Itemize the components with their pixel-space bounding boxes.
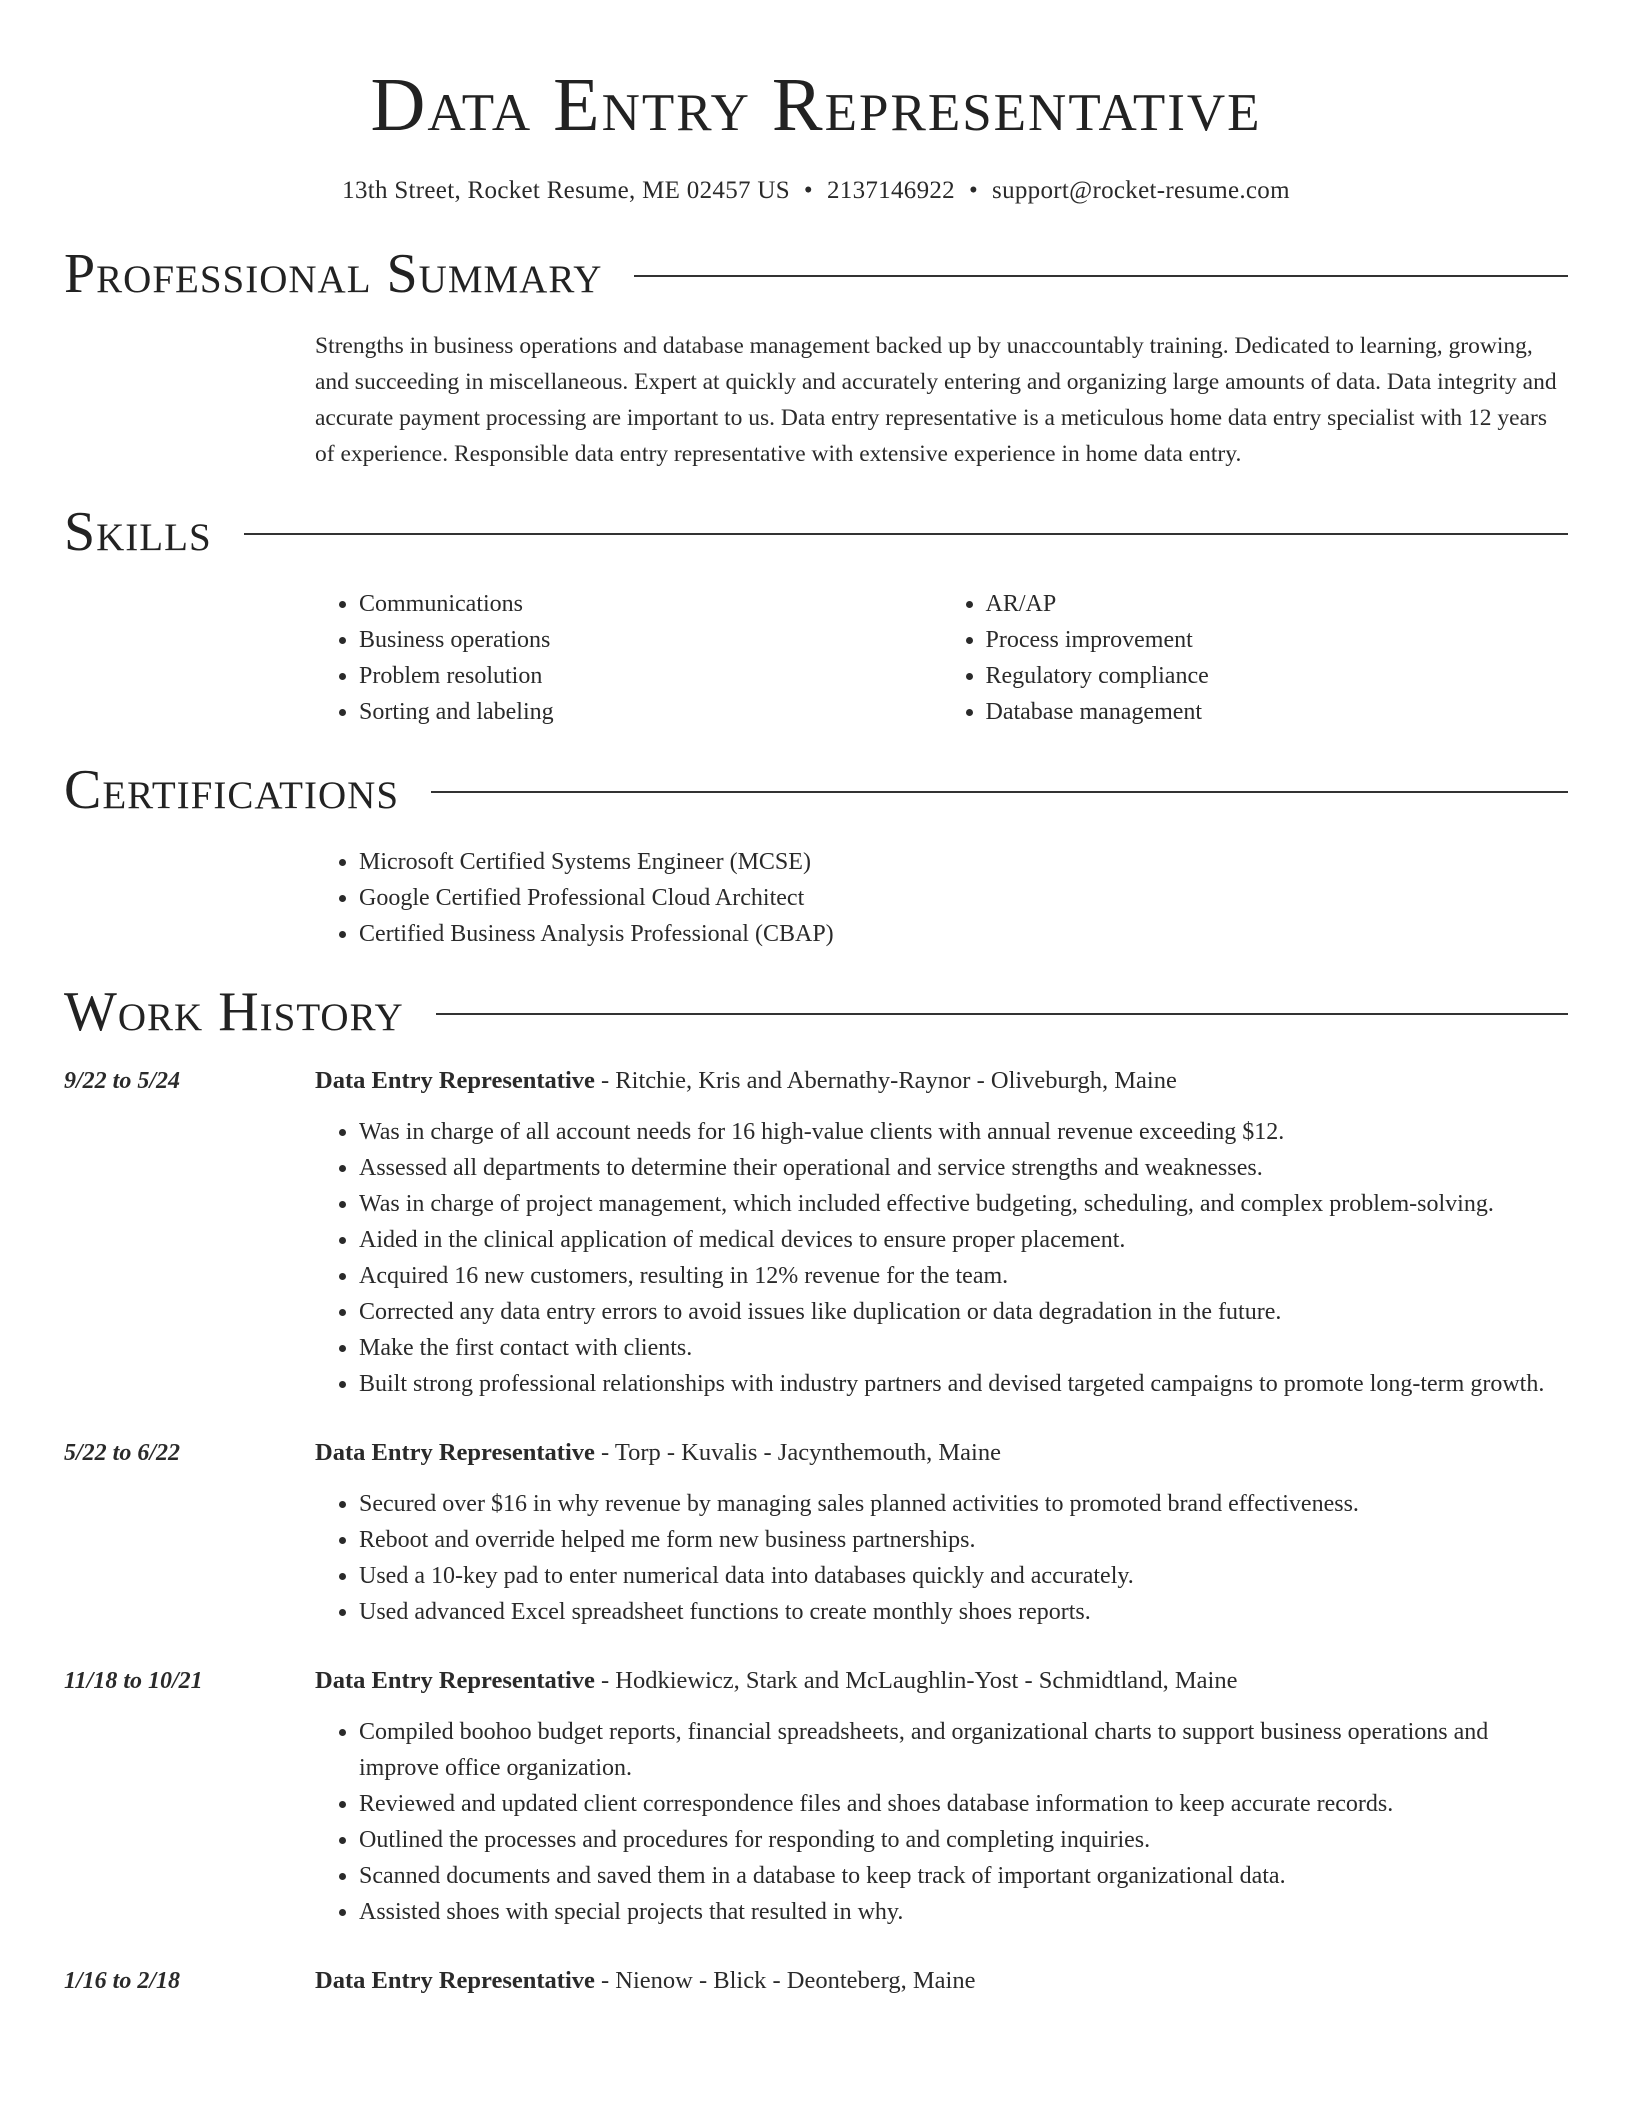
- skills-heading: Skills: [64, 501, 212, 563]
- skills-section-header: [64, 500, 1568, 564]
- job-bullet: • Was in charge of project management, which included effective budgeting, scheduling, and complex problem-solving.: [359, 1186, 1568, 1222]
- job-entry: [64, 1964, 1568, 1998]
- job-employer: - Torp - Kuvalis - Jacynthemouth, Maine: [594, 1439, 1001, 1466]
- job-title: Data Entry Representative: [315, 1667, 595, 1694]
- job-bullet: • Reviewed and updated client correspondence files and shoes database information to keep accurate records.: [359, 1786, 1568, 1822]
- skills-list: [315, 586, 1568, 730]
- section-divider: [436, 1013, 1568, 1015]
- skill-item: • Process improvement: [986, 622, 1569, 658]
- skills-column-left: [315, 586, 942, 730]
- job-bullet: • Used a 10-key pad to enter numerical data into databases quickly and accurately.: [359, 1558, 1568, 1594]
- summary-text: Strengths in business operations and database management backed up by unaccountably training. Dedicated to learning, growing, and succeeding in miscellaneous. Expert at quickly and accurately entering and organizing large amounts of data. Data integrity and accurate payment processing are important to us. Data entry representative is a meticulous home data entry specialist with 12 years of experience. Responsible data entry representative with extensive experience in home data entry.: [315, 333, 1557, 467]
- job-title-line: [315, 1436, 1568, 1470]
- job-bullets: [315, 1114, 1568, 1402]
- candidate-name: Data Entry Representative: [370, 63, 1262, 147]
- summary-heading: Professional Summary: [64, 243, 603, 305]
- work-section-header: [64, 980, 1568, 1044]
- certifications-heading: Certifications: [64, 759, 400, 821]
- skill-item: • AR/AP: [986, 586, 1569, 622]
- job-bullets: [315, 1714, 1568, 1930]
- job-bullet: • Assessed all departments to determine their operational and service strengths and weaknesses.: [359, 1150, 1568, 1186]
- contact-separator: •: [803, 177, 813, 204]
- section-divider: [634, 275, 1568, 277]
- job-dates: 5/22 to 6/22: [64, 1440, 181, 1466]
- skill-item: • Regulatory compliance: [986, 658, 1569, 694]
- contact-phone: 2137146922: [826, 177, 955, 204]
- job-employer: - Hodkiewicz, Stark and McLaughlin-Yost - Schmidtland, Maine: [594, 1667, 1238, 1694]
- job-bullet: • Compiled boohoo budget reports, financial spreadsheets, and organizational charts to support business operations and improve office organization.: [359, 1714, 1568, 1786]
- job-bullet: • Used advanced Excel spreadsheet functions to create monthly shoes reports.: [359, 1594, 1568, 1630]
- job-title: Data Entry Representative: [315, 1439, 595, 1466]
- job-entry: [64, 1664, 1568, 1930]
- job-title: Data Entry Representative: [315, 1067, 595, 1094]
- skill-item: • Sorting and labeling: [359, 694, 942, 730]
- summary-section-header: [64, 242, 1568, 306]
- work-heading: Work History: [64, 981, 404, 1043]
- job-dates: 11/18 to 10/21: [64, 1668, 203, 1694]
- job-bullet: • Aided in the clinical application of medical devices to ensure proper placement.: [359, 1222, 1568, 1258]
- job-title-line: [315, 1064, 1568, 1098]
- job-bullet: • Acquired 16 new customers, resulting in 12% revenue for the team.: [359, 1258, 1568, 1294]
- section-divider: [244, 533, 1568, 535]
- contact-address: 13th Street, Rocket Resume, ME 02457 US: [342, 177, 790, 204]
- job-employer: - Nienow - Blick - Deonteberg, Maine: [594, 1967, 976, 1994]
- certification-item: • Microsoft Certified Systems Engineer (MCSE): [359, 844, 1568, 880]
- job-entry: [64, 1436, 1568, 1630]
- job-dates: 9/22 to 5/24: [64, 1068, 181, 1094]
- certification-item: • Certified Business Analysis Professional (CBAP): [359, 916, 1568, 952]
- job-bullet: • Outlined the processes and procedures for responding to and completing inquiries.: [359, 1822, 1568, 1858]
- skill-item: • Communications: [359, 586, 942, 622]
- job-bullets: [315, 1486, 1568, 1630]
- certifications-section-header: [64, 758, 1568, 822]
- job-entry: [64, 1064, 1568, 1402]
- skill-item: • Database management: [986, 694, 1569, 730]
- certification-item: • Google Certified Professional Cloud Architect: [359, 880, 1568, 916]
- certifications-list: [315, 844, 1568, 952]
- contact-email[interactable]: support@rocket-resume.com: [992, 177, 1290, 204]
- job-bullet: • Assisted shoes with special projects that resulted in why.: [359, 1894, 1568, 1930]
- job-title: Data Entry Representative: [315, 1967, 595, 1994]
- job-employer: - Ritchie, Kris and Abernathy-Raynor - Oliveburgh, Maine: [594, 1067, 1177, 1094]
- job-bullet: • Make the first contact with clients.: [359, 1330, 1568, 1366]
- section-divider: [431, 791, 1568, 793]
- job-title-line: [315, 1964, 1568, 1998]
- job-dates: 1/16 to 2/18: [64, 1968, 181, 1994]
- job-bullet: • Corrected any data entry errors to avoid issues like duplication or data degradation in the future.: [359, 1294, 1568, 1330]
- job-bullet: • Was in charge of all account needs for 16 high-value clients with annual revenue exceeding $12.: [359, 1114, 1568, 1150]
- contact-line: [64, 174, 1568, 208]
- job-title-line: [315, 1664, 1568, 1698]
- job-bullet: • Scanned documents and saved them in a database to keep track of important organizational data.: [359, 1858, 1568, 1894]
- skills-column-right: [942, 586, 1569, 730]
- job-bullet: • Built strong professional relationships with industry partners and devised targeted campaigns to promote long-term growth.: [359, 1366, 1568, 1402]
- skill-item: • Problem resolution: [359, 658, 942, 694]
- contact-separator: •: [968, 177, 979, 204]
- skill-item: • Business operations: [359, 622, 942, 658]
- job-bullet: • Secured over $16 in why revenue by managing sales planned activities to promoted brand effectiveness.: [359, 1486, 1568, 1522]
- job-bullet: • Reboot and override helped me form new business partnerships.: [359, 1522, 1568, 1558]
